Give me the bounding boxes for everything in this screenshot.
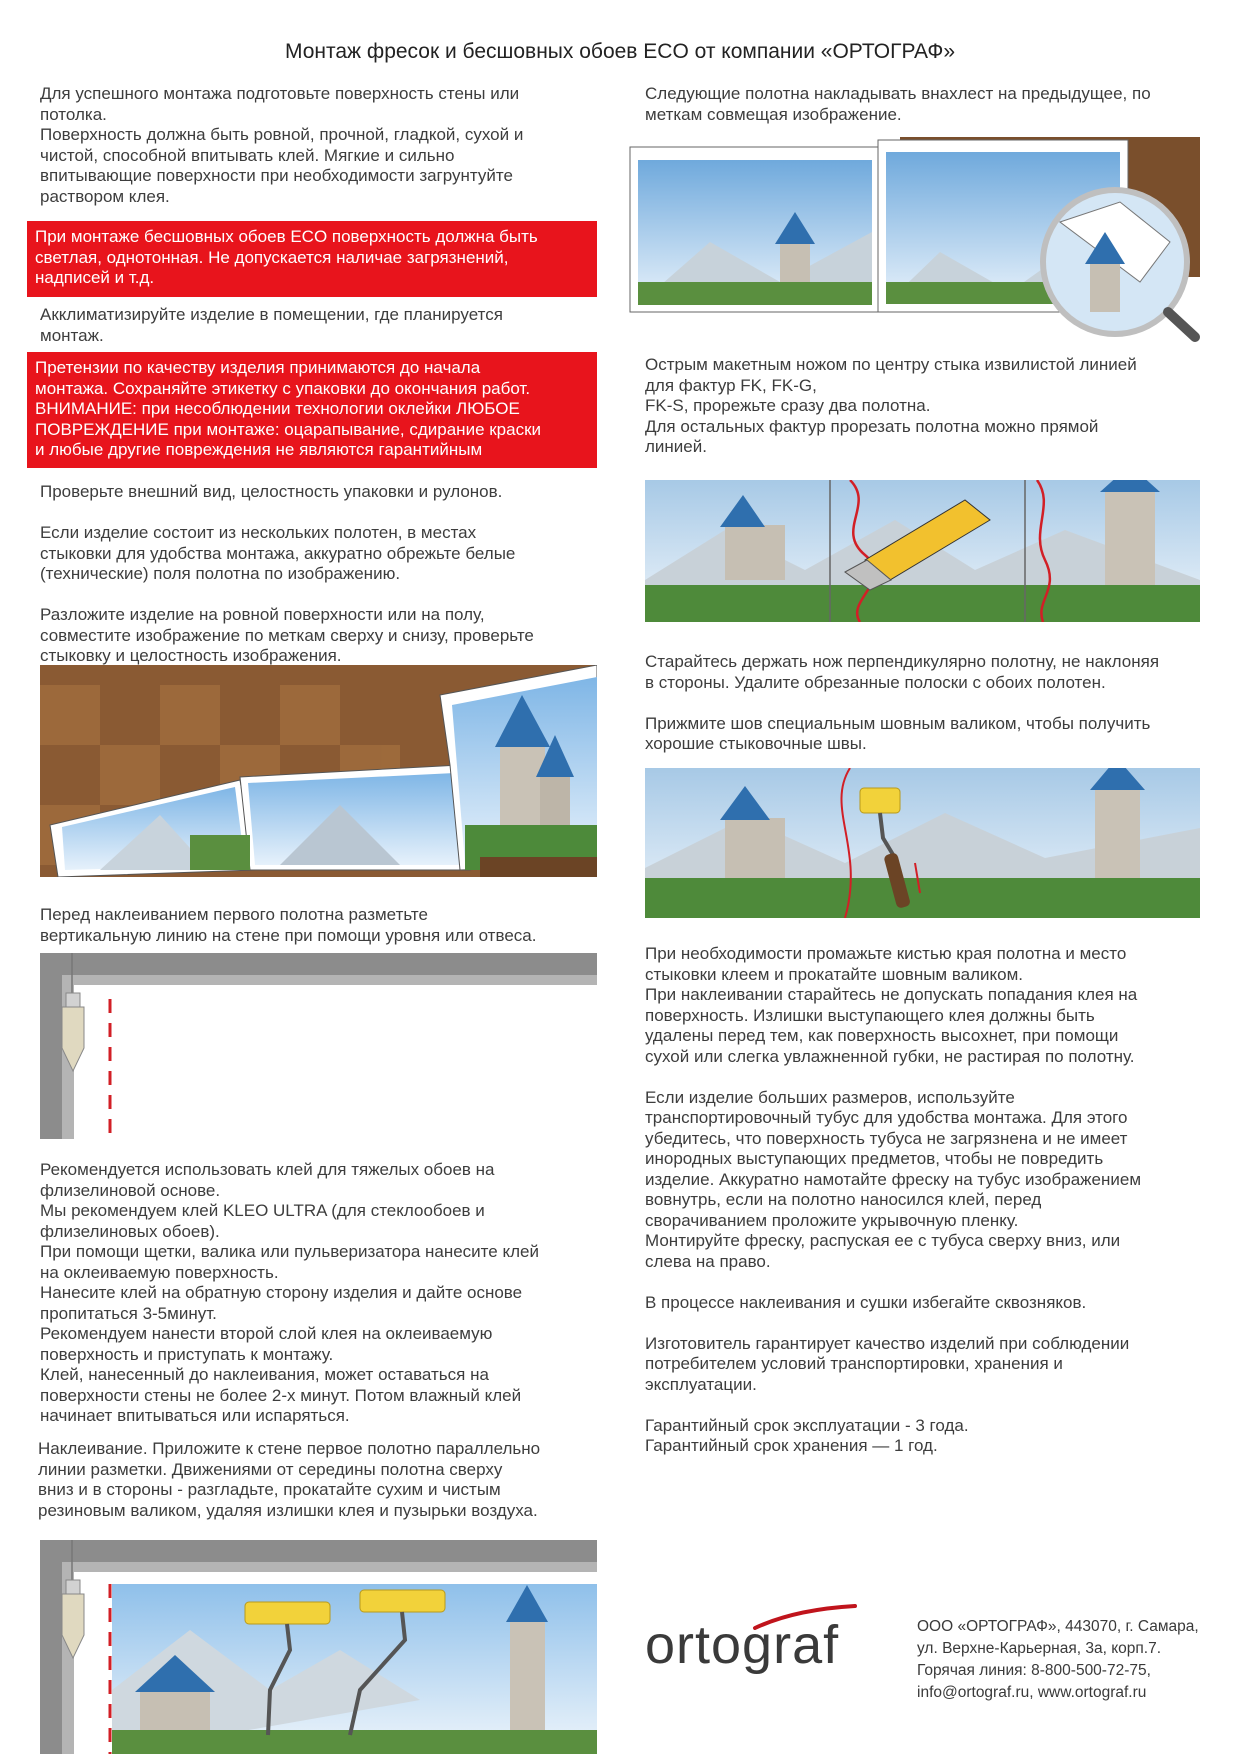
overlap-magnifier-illustration bbox=[620, 132, 1200, 342]
cutting-text: Острым макетным ножом по центру стыка извилистой линией для фактур FK, FK-G, FK-S, прорежьте сразу два полотна. Для остальных фактур прорезать полотна можно прямой линией. bbox=[645, 355, 1137, 456]
acclimatize-text: Акклиматизируйте изделие в помещении, где планируется монтаж. bbox=[40, 305, 503, 345]
plumb-line-illustration bbox=[40, 953, 597, 1139]
glue-text: Рекомендуется использовать клей для тяжелых обоев на флизелиновой основе. Мы рекомендуем клей KLEO ULTRA (для стеклообоев и флизелиновых обоев). При помощи щетки, валика или пульверизатора нанесите клей на оклеиваемую поверхность. Нанесите клей на обратную сторону изделия и дайте основе пропитаться 3-5минут. Рекомендуем нанести второй слой клея на оклеиваемую поверхность и приступать к монтажу. Клей, нанесенный до наклеивания, может оставаться на поверхности стены не более 2-х минут. Потом влажный клей начинает впитываться или испаряться. bbox=[40, 1160, 539, 1425]
page-title: Монтаж фресок и бесшовных обоев ECO от компании «ОРТОГРАФ» bbox=[284, 40, 956, 63]
gluing-text: Наклеивание. Приложите к стене первое полотно параллельно линии разметки. Движениями от середины полотна сверху вниз и в стороны - разгладьте, прокатайте сухим и чистым резиновым валиком, удаляя излишки клея и пузырьки воздуха. bbox=[38, 1439, 541, 1520]
overlap-text: Следующие полотна накладывать внахлест на предыдущее, по меткам совмещая изображение. bbox=[645, 84, 1151, 124]
company-contacts: ООО «ОРТОГРАФ», 443070, г. Самара, ул. Верхне-Карьерная, 3а, корп.7. Горячая линия: 8-800-500-72-75, info@ortograf.ru, www.ortograf.ru bbox=[917, 1618, 1199, 1701]
seam-roller-illustration bbox=[645, 768, 1200, 918]
brush-text: При необходимости промажьте кистью края полотна и место стыковки клеем и прокатайте шовным валиком. При наклеивании старайтесь не допускать попадания клея на поверхность. Излишки выступающего клея должны быть удалены перед тем, как поверхность высохнет, при помощи сухой или слегка увлажненной губки, не растирая по полотну. Если изделие больших размеров, используйте транспортировочный тубус для удобства монтажа. Для этого убедитесь, что поверхность тубуса не загрязнена и не имеет инородных выступающих предметов, чтобы не повредить изделие. Аккуратно намотайте фреску на тубус изображением вовнутрь, если на полотно наносился клей, перед сворачиванием проложите укрывочную пленку. Монтируйте фреску, распуская ее с тубуса сверху вниз, или слева на право. В процессе наклеивания и сушки избегайте сквозняков. Изготовитель гарантирует качество изделий при соблюдении потребителем условий транспортировки, хранения и эксплуатации. Гарантийный срок эксплуатации - 3 года. Гарантийный срок хранения — 1 год. bbox=[645, 944, 1142, 1455]
floor-layout-illustration bbox=[40, 665, 597, 877]
warning-eco-surface: При монтаже бесшовных обоев ECO поверхность должна быть светлая, однотонная. Не допускается наличае загрязнений, надписей и т.д. bbox=[27, 221, 597, 297]
logo-word: ortograf bbox=[645, 1615, 840, 1675]
prep-text: Для успешного монтажа подготовьте поверхность стены или потолка. Поверхность должна быть ровной, прочной, гладкой, сухой и чистой, способной впитывать клей. Мягкие и сильно впитывающие поверхности при необходимости загрунтуйте раствором клея. bbox=[40, 84, 524, 206]
marking-text: Перед наклеиванием первого полотна разметьте вертикальную линию на стене при помощи уровня или отвеса. bbox=[40, 905, 537, 945]
warning-claims: Претензии по качеству изделия принимаются до начала монтажа. Сохраняйте этикетку с упаковки до окончания работ. ВНИМАНИЕ: при несоблюдении технологии оклейки ЛЮБОЕ ПОВРЕЖДЕНИЕ при монтаже: оцарапывание, сдирание краски и любые другие повреждения не являются гарантийным bbox=[27, 352, 597, 468]
cutter-knife-illustration bbox=[645, 480, 1200, 622]
inspect-text: Проверьте внешний вид, целостность упаковки и рулонов. Если изделие состоит из нескольких полотен, в местах стыковки для удобства монтажа, аккуратно обрежьте белые (технические) поля полотна по изображению. Разложите изделие на ровной поверхности или на полу, совместите изображение по меткам сверху и снизу, проверьте стыковку и целостность изображения. bbox=[40, 482, 534, 665]
knife-hold-text: Старайтесь держать нож перпендикулярно полотну, не наклоняя в стороны. Удалите обрезанные полоски с обоих полотен. Прижмите шов специальным шовным валиком, чтобы получить хорошие стыковочные швы. bbox=[645, 652, 1160, 753]
roller-illustration bbox=[40, 1540, 597, 1754]
ortograf-logo bbox=[645, 1600, 865, 1680]
